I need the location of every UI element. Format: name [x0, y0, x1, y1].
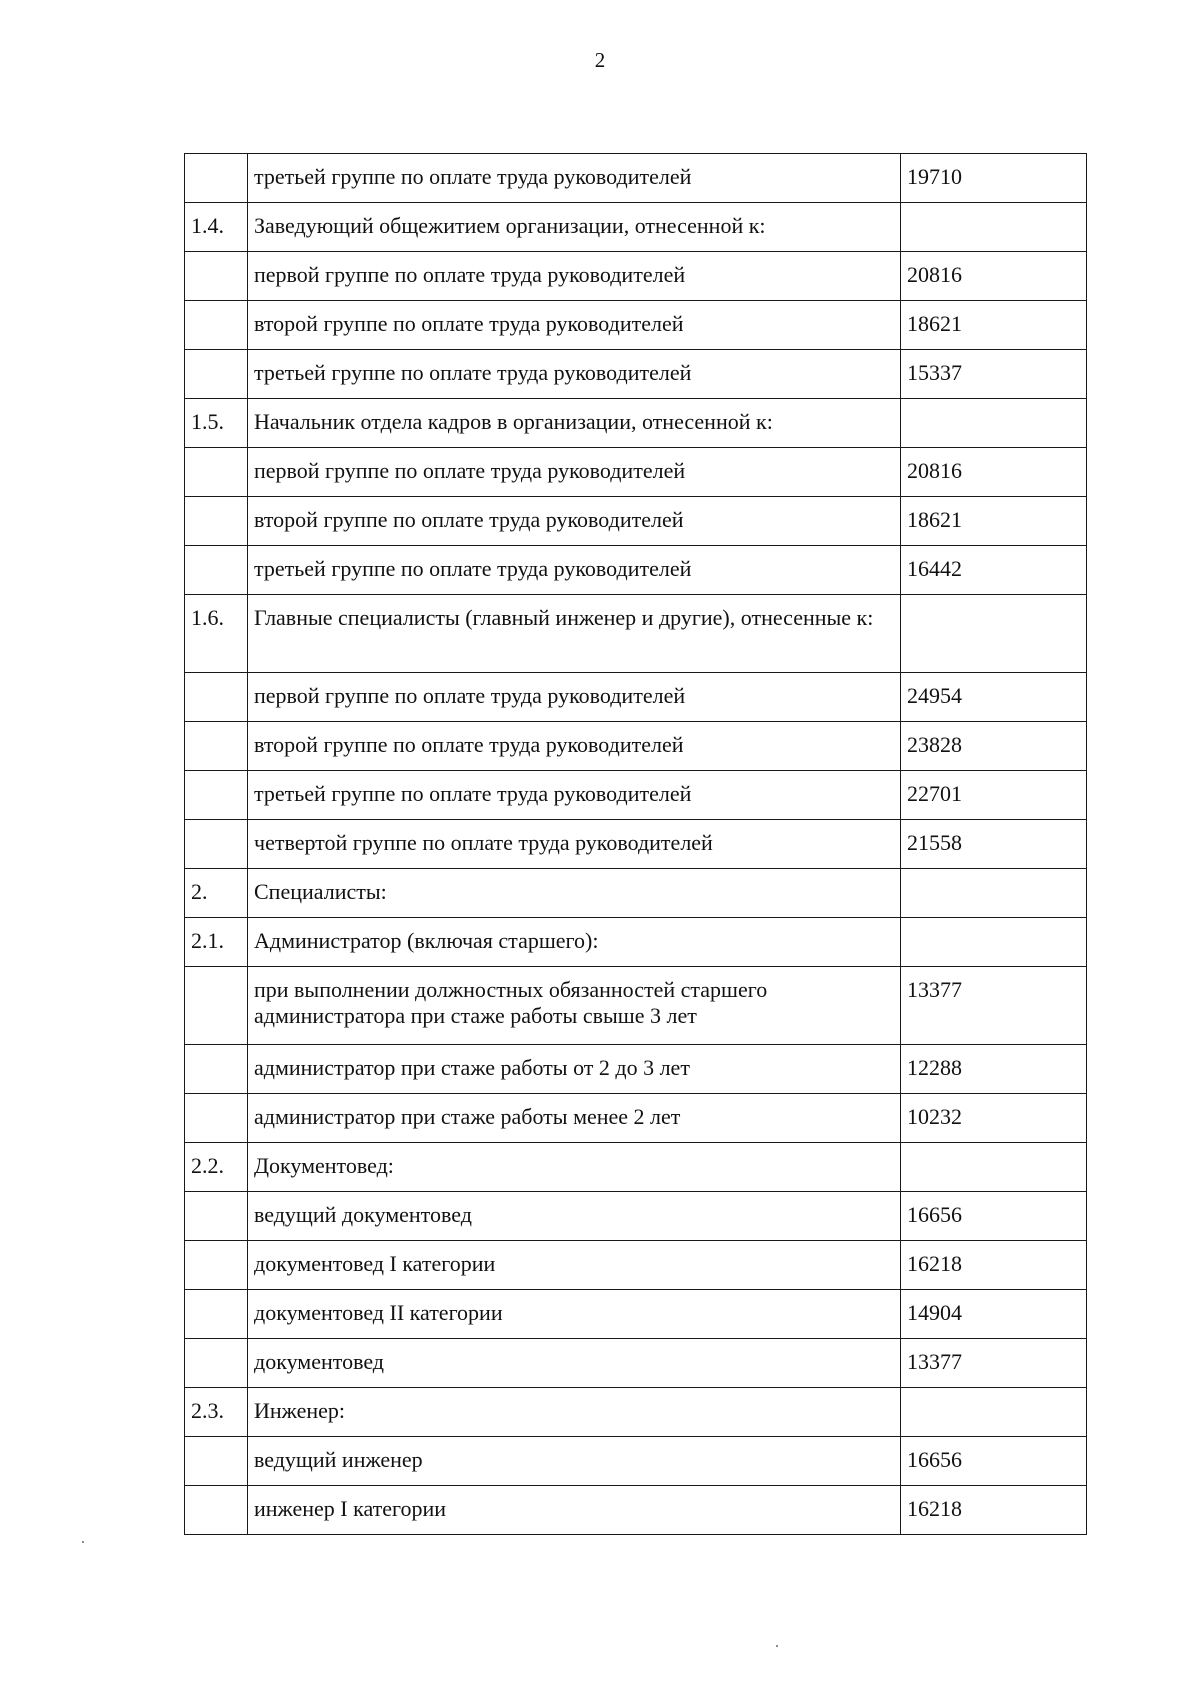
- table-row: [185, 1388, 1087, 1437]
- item-number: [185, 1241, 248, 1290]
- item-description: второй группе по оплате труда руководителей: [248, 497, 901, 546]
- table-row: [185, 1143, 1087, 1192]
- item-description: второй группе по оплате труда руководителей: [248, 722, 901, 771]
- item-salary: 18621: [901, 497, 1087, 546]
- item-number: [185, 1486, 248, 1535]
- item-salary: [901, 918, 1087, 967]
- item-description: ведущий документовед: [248, 1192, 901, 1241]
- table-row: [185, 203, 1087, 252]
- item-description: третьей группе по оплате труда руководителей: [248, 350, 901, 399]
- table-row: [185, 673, 1087, 722]
- item-description: Документовед:: [248, 1143, 901, 1192]
- item-number: [185, 967, 248, 1045]
- table-row: [185, 771, 1087, 820]
- item-number: [185, 1437, 248, 1486]
- table-row: [185, 301, 1087, 350]
- table-row: [185, 1241, 1087, 1290]
- salary-table: [184, 153, 1087, 1535]
- item-number: [185, 673, 248, 722]
- table-row: [185, 918, 1087, 967]
- item-number: 2.2.: [185, 1143, 248, 1192]
- item-salary: 16656: [901, 1437, 1087, 1486]
- table-row: [185, 252, 1087, 301]
- item-description: Заведующий общежитием организации, отнесенной к:: [248, 203, 901, 252]
- item-description: третьей группе по оплате труда руководителей: [248, 771, 901, 820]
- table-row: [185, 1192, 1087, 1241]
- table-row: [185, 1437, 1087, 1486]
- item-number: [185, 448, 248, 497]
- item-description: первой группе по оплате труда руководителей: [248, 448, 901, 497]
- item-number: [185, 1192, 248, 1241]
- item-salary: 18621: [901, 301, 1087, 350]
- item-salary: 13377: [901, 1339, 1087, 1388]
- item-number: 1.6.: [185, 595, 248, 673]
- item-description: первой группе по оплате труда руководителей: [248, 673, 901, 722]
- item-salary: 20816: [901, 448, 1087, 497]
- item-number: 1.5.: [185, 399, 248, 448]
- item-number: 2.: [185, 869, 248, 918]
- table-row: [185, 399, 1087, 448]
- item-description: Специалисты:: [248, 869, 901, 918]
- item-number: [185, 722, 248, 771]
- item-description: документовед II категории: [248, 1290, 901, 1339]
- item-salary: 15337: [901, 350, 1087, 399]
- item-salary: [901, 1388, 1087, 1437]
- item-salary: 12288: [901, 1045, 1087, 1094]
- item-number: [185, 1339, 248, 1388]
- table-row: [185, 1094, 1087, 1143]
- item-salary: 16218: [901, 1241, 1087, 1290]
- item-salary: 23828: [901, 722, 1087, 771]
- table-row: [185, 448, 1087, 497]
- item-salary: 24954: [901, 673, 1087, 722]
- item-number: 1.4.: [185, 203, 248, 252]
- item-salary: 10232: [901, 1094, 1087, 1143]
- scan-speck: [776, 1645, 778, 1647]
- item-number: [185, 154, 248, 203]
- item-number: [185, 771, 248, 820]
- table-row: [185, 1486, 1087, 1535]
- item-number: [185, 350, 248, 399]
- item-description: четвертой группе по оплате труда руководителей: [248, 820, 901, 869]
- scan-speck: [82, 1541, 84, 1543]
- table-row: [185, 154, 1087, 203]
- item-number: [185, 1094, 248, 1143]
- item-salary: 20816: [901, 252, 1087, 301]
- table-row: [185, 350, 1087, 399]
- item-description: инженер I категории: [248, 1486, 901, 1535]
- page-number: 2: [594, 48, 606, 72]
- item-number: [185, 252, 248, 301]
- item-number: [185, 1045, 248, 1094]
- item-salary: 21558: [901, 820, 1087, 869]
- item-salary: [901, 595, 1087, 673]
- item-salary: 14904: [901, 1290, 1087, 1339]
- item-description: первой группе по оплате труда руководителей: [248, 252, 901, 301]
- item-number: [185, 1290, 248, 1339]
- item-description: документовед: [248, 1339, 901, 1388]
- item-description: документовед I категории: [248, 1241, 901, 1290]
- item-description: Главные специалисты (главный инженер и другие), отнесенные к:: [248, 595, 901, 673]
- item-number: [185, 301, 248, 350]
- item-description: Администратор (включая старшего):: [248, 918, 901, 967]
- item-salary: [901, 203, 1087, 252]
- item-salary: [901, 1143, 1087, 1192]
- table-row: [185, 820, 1087, 869]
- table-row: [185, 595, 1087, 673]
- item-salary: 16218: [901, 1486, 1087, 1535]
- table-row: [185, 722, 1087, 771]
- item-salary: [901, 399, 1087, 448]
- table-row: [185, 546, 1087, 595]
- item-salary: 16656: [901, 1192, 1087, 1241]
- item-number: 2.3.: [185, 1388, 248, 1437]
- table-row: [185, 1339, 1087, 1388]
- item-number: [185, 820, 248, 869]
- item-description: третьей группе по оплате труда руководителей: [248, 154, 901, 203]
- item-description: администратор при стаже работы от 2 до 3 лет: [248, 1045, 901, 1094]
- item-salary: [901, 869, 1087, 918]
- table-row: [185, 1290, 1087, 1339]
- item-description: ведущий инженер: [248, 1437, 901, 1486]
- item-description: второй группе по оплате труда руководителей: [248, 301, 901, 350]
- item-salary: 19710: [901, 154, 1087, 203]
- item-description: третьей группе по оплате труда руководителей: [248, 546, 901, 595]
- item-description: Инженер:: [248, 1388, 901, 1437]
- table-row: [185, 497, 1087, 546]
- item-description: Начальник отдела кадров в организации, отнесенной к:: [248, 399, 901, 448]
- item-number: [185, 497, 248, 546]
- item-number: 2.1.: [185, 918, 248, 967]
- item-description: при выполнении должностных обязанностей старшего администратора при стаже работы свыше 3 лет: [248, 967, 901, 1045]
- item-salary: 13377: [901, 967, 1087, 1045]
- item-description: администратор при стаже работы менее 2 лет: [248, 1094, 901, 1143]
- item-salary: 16442: [901, 546, 1087, 595]
- item-salary: 22701: [901, 771, 1087, 820]
- item-number: [185, 546, 248, 595]
- table-row: [185, 967, 1087, 1045]
- table-row: [185, 869, 1087, 918]
- table-row: [185, 1045, 1087, 1094]
